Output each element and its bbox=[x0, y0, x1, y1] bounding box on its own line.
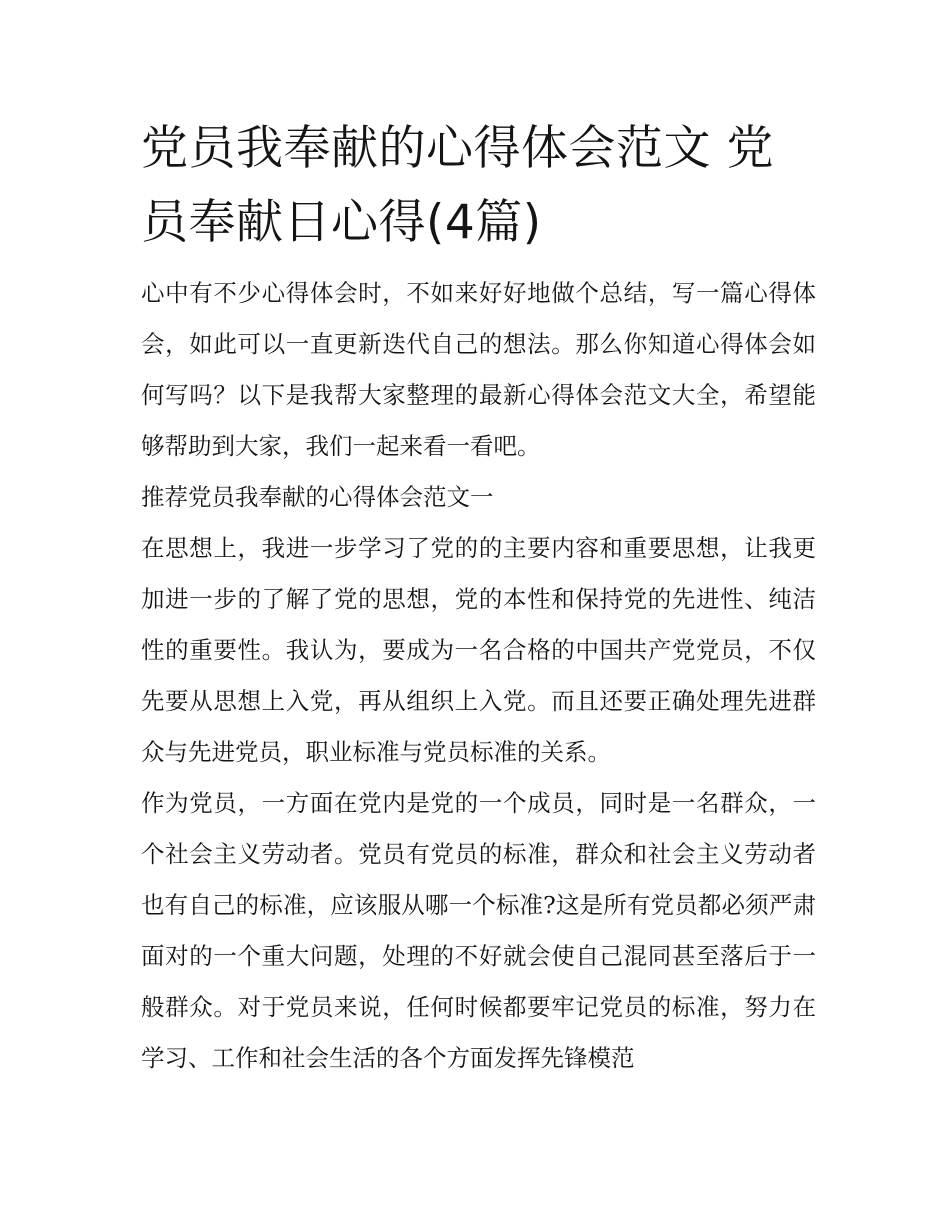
document-title: 党员我奉献的心得体会范文 党员奉献日心得(4篇) bbox=[141, 121, 774, 250]
body-paragraph-1: 在思想上，我进一步学习了党的的主要内容和重要思想，让我更加进一步的了解了党的思想，党的本性和保持党的先进性、纯洁性的重要性。我认为，要成为一名合格的中国共产党党员，不仅先要从思想上入党，再从组织上入党。而且还要正确处理先进群众与先进党员，职业标准与党员标准的关系。 bbox=[141, 534, 816, 766]
section-heading: 推荐党员我奉献的心得体会范文一 bbox=[141, 483, 494, 511]
document-content bbox=[141, 112, 816, 1084]
body-paragraph-2: 作为党员，一方面在党内是党的一个成员，同时是一名群众，一个社会主义劳动者。党员有党员的标准，群众和社会主义劳动者也有自己的标准，应该服从哪一个标准?这是所有党员都必须严肃面对的一个重大问题，处理的不好就会使自己混同甚至落后于一般群众。对于党员来说，任何时候都要牢记党员的标准，努力在学习、工作和社会生活的各个方面发挥先锋模范 bbox=[141, 789, 816, 1072]
intro-paragraph: 心中有不少心得体会时，不如来好好地做个总结，写一篇心得体会，如此可以一直更新迭代自己的想法。那么你知道心得体会如何写吗？以下是我帮大家整理的最新心得体会范文大全，希望能够帮助到大家，我们一起来看一看吧。 bbox=[141, 279, 816, 460]
